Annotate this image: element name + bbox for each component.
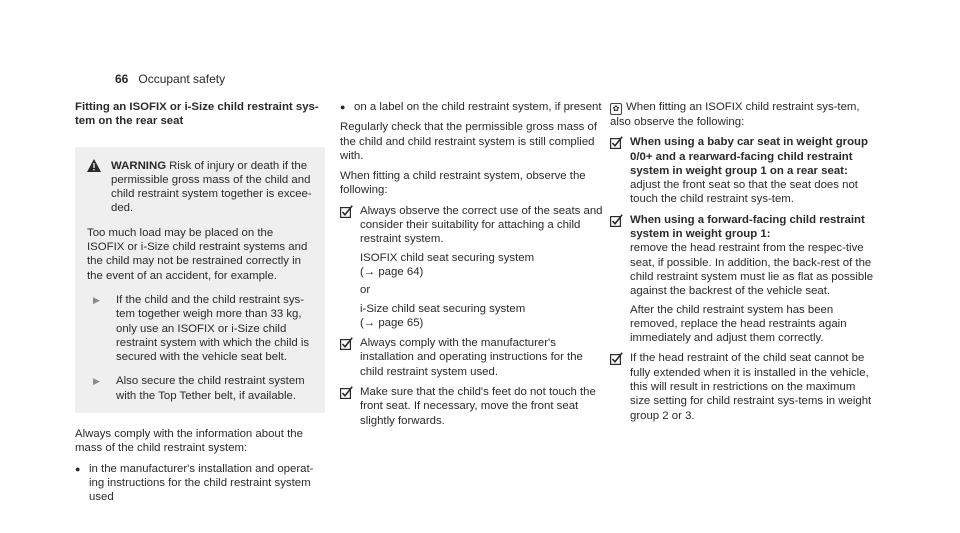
paragraph: Always comply with the information about the mass of the child restraint system: (75, 428, 303, 455)
checklist-item (340, 204, 605, 330)
checkbox-checked-icon (610, 352, 624, 422)
or-label: or (360, 284, 371, 297)
environment-icon: ✿ (610, 103, 622, 115)
checkbox-checked-icon (340, 386, 354, 428)
checklist-text: Always comply with the manufacturer's installation and operating instructions for the child restraint system used. (360, 337, 583, 378)
environment-note (610, 100, 878, 129)
instruction-text: If the child and the child restraint sys-tem together weigh more than 33 kg, only use an ISOFIX or i-Size child restraint system with which the child is secured with the vehicle seat belt. (116, 293, 310, 364)
section-title: Occupant safety (138, 72, 226, 86)
section-heading: Fitting an ISOFIX or i-Size child restraint sys-tem on the rear seat (75, 101, 319, 128)
environment-note-text: When fitting an ISOFIX child restraint sys-tem, also observe the following: (610, 101, 860, 128)
column-2 (340, 100, 605, 434)
checklist-heading: When using a forward-facing child restraint system in weight group 1: (630, 213, 865, 241)
warning-label: WARNING (111, 159, 167, 172)
checklist-item (340, 385, 605, 428)
column-1 (75, 100, 325, 511)
instruction-item (87, 293, 313, 364)
reference-label: ISOFIX child seat securing system (360, 251, 535, 264)
page-number: 66 (115, 72, 129, 86)
play-arrow-icon: ▶ (93, 376, 100, 387)
page-reference-link[interactable]: (→ page 64) (360, 265, 424, 278)
paragraph: Regularly check that the permissible gross mass of the child and child restraint system is still complied with. (340, 121, 598, 162)
checkbox-checked-icon (340, 337, 354, 379)
reference-label: i-Size child seat securing system (360, 302, 526, 315)
list-item-text: in the manufacturer's installation and operat-ing instructions for the child restraint system used (89, 462, 314, 504)
bullet-icon: ● (75, 463, 81, 474)
warning-box (75, 147, 325, 413)
checklist-text: adjust the front seat so that the seat does not touch the child restraint sys-tem. (630, 179, 858, 206)
warning-triangle-icon (87, 159, 103, 216)
checklist-text: Make sure that the child's feet do not touch the front seat. If necessary, move the front seat slightly forwards. (360, 386, 596, 427)
checklist-text: remove the head restraint from the respec-tive seat, if possible. In addition, the back-rest of the child restraint system must lie as flat as possible against the backrest of the vehicle seat. (630, 242, 874, 298)
list-item (75, 462, 325, 505)
checklist-text: Always observe the correct use of the seats and consider their suitability for attaching a child restraint system. (360, 204, 603, 246)
checkbox-checked-icon (610, 214, 624, 346)
warning-text: Risk of injury or death if the permissible gross mass of the child and child restraint system together is excee-ded. (111, 159, 312, 215)
checklist-item (610, 351, 878, 422)
checklist-heading: When using a baby car seat in weight group 0/0+ and a rearward-facing child restraint system in weight group 1 on a rear seat: (630, 136, 868, 177)
instruction-text: Also secure the child restraint system with the Top Tether belt, if available. (116, 375, 305, 402)
checklist-item (610, 135, 878, 206)
page-header (115, 72, 225, 86)
bullet-icon: ● (340, 102, 346, 112)
checklist-item (610, 213, 878, 346)
page-reference-link[interactable]: (→ page 65) (360, 316, 424, 329)
checklist-item (340, 336, 605, 379)
list-item-text: on a label on the child restraint system, if present (354, 101, 602, 113)
paragraph: When fitting a child restraint system, observe the following: (340, 170, 586, 197)
checkbox-checked-icon (340, 205, 354, 330)
list-item (340, 100, 605, 114)
checklist-text: If the head restraint of the child seat cannot be fully extended when it is installed in the vehicle, this will result in restrictions on the maximum size setting for child restraint sys-tems in weight group 2 or 3. (630, 352, 872, 422)
checkbox-checked-icon (610, 136, 624, 206)
column-3 (610, 100, 878, 429)
instruction-item (87, 374, 313, 403)
warning-body: Too much load may be placed on the ISOFIX or i-Size child restraint systems and the child may not be restrained correctly in the event of an accident, for example. (87, 226, 308, 282)
checklist-text: After the child restraint system has been removed, replace the head restraints again immediately and adjust them correctly. (630, 303, 847, 345)
play-arrow-icon: ▶ (93, 294, 100, 305)
